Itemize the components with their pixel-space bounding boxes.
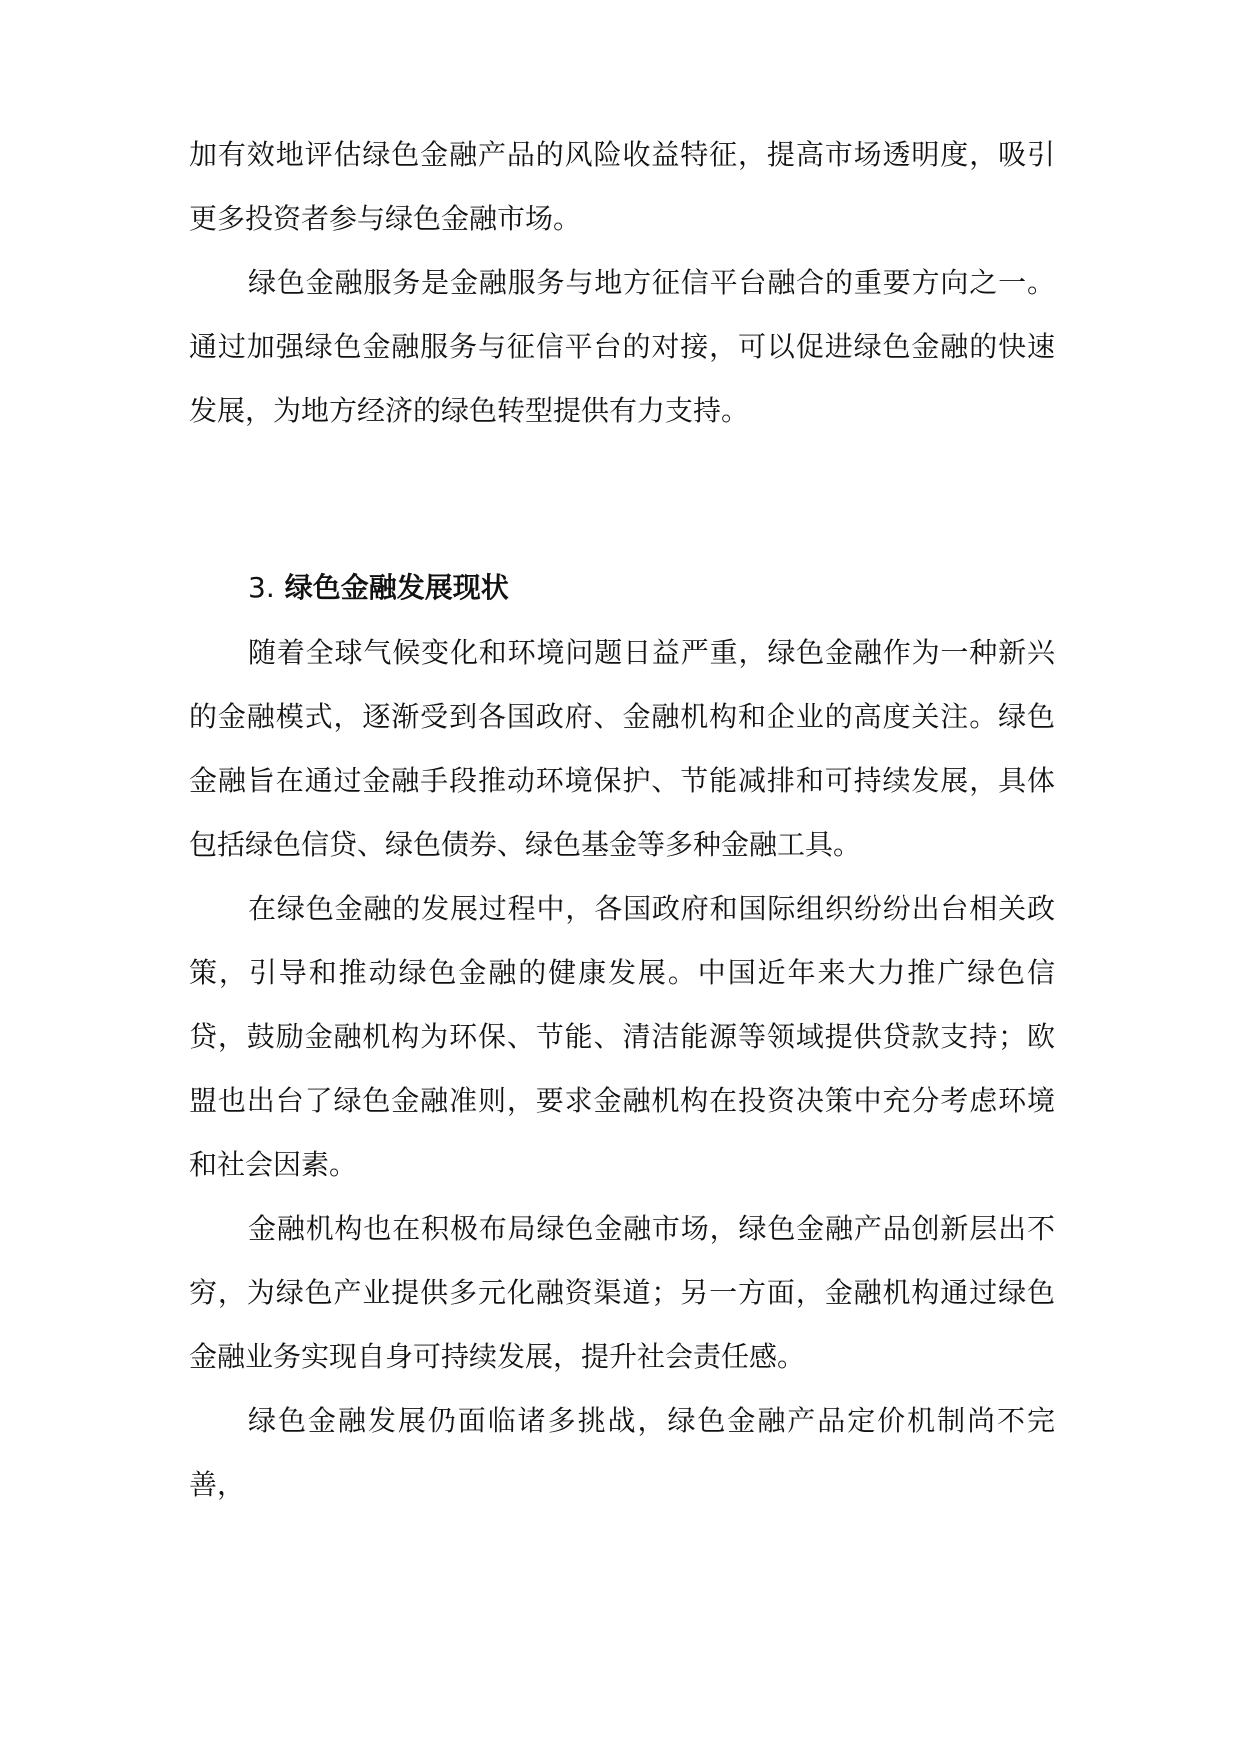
paragraph-green-finance-overview: 随着全球气候变化和环境问题日益严重，绿色金融作为一种新兴的金融模式，逐渐受到各国政府、金融机构和企业的高度关注。绿色金融旨在通过金融手段推动环境保护、节能减排和可持续发展，具体包括绿色信贷、绿色债券、绿色基金等多种金融工具。 xyxy=(189,636,1055,861)
paragraph-financial-institutions: 金融机构也在积极布局绿色金融市场，绿色金融产品创新层出不穷，为绿色产业提供多元化融资渠道；另一方面，金融机构通过绿色金融业务实现自身可持续发展，提升社会责任感。 xyxy=(189,1212,1055,1373)
paragraph-continuation: 加有效地评估绿色金融产品的风险收益特征，提高市场透明度，吸引更多投资者参与绿色金融市场。 xyxy=(189,138,1055,235)
section-heading xyxy=(248,556,509,620)
paragraph-challenges: 绿色金融发展仍面临诸多挑战，绿色金融产品定价机制尚不完善， xyxy=(189,1404,1055,1501)
section-title: 绿色金融发展现状 xyxy=(284,571,509,604)
paragraph-policy-development: 在绿色金融的发展过程中，各国政府和国际组织纷纷出台相关政策，引导和推动绿色金融的健康发展。中国近年来大力推广绿色信贷，鼓励金融机构为环保、节能、清洁能源等领域提供贷款支持；欧盟也出台了绿色金融准则，要求金融机构在投资决策中充分考虑环境和社会因素。 xyxy=(189,892,1055,1181)
paragraph-green-finance-service: 绿色金融服务是金融服务与地方征信平台融合的重要方向之一。通过加强绿色金融服务与征信平台的对接，可以促进绿色金融的快速发展，为地方经济的绿色转型提供有力支持。 xyxy=(189,266,1055,427)
section-number: 3. xyxy=(248,571,275,604)
